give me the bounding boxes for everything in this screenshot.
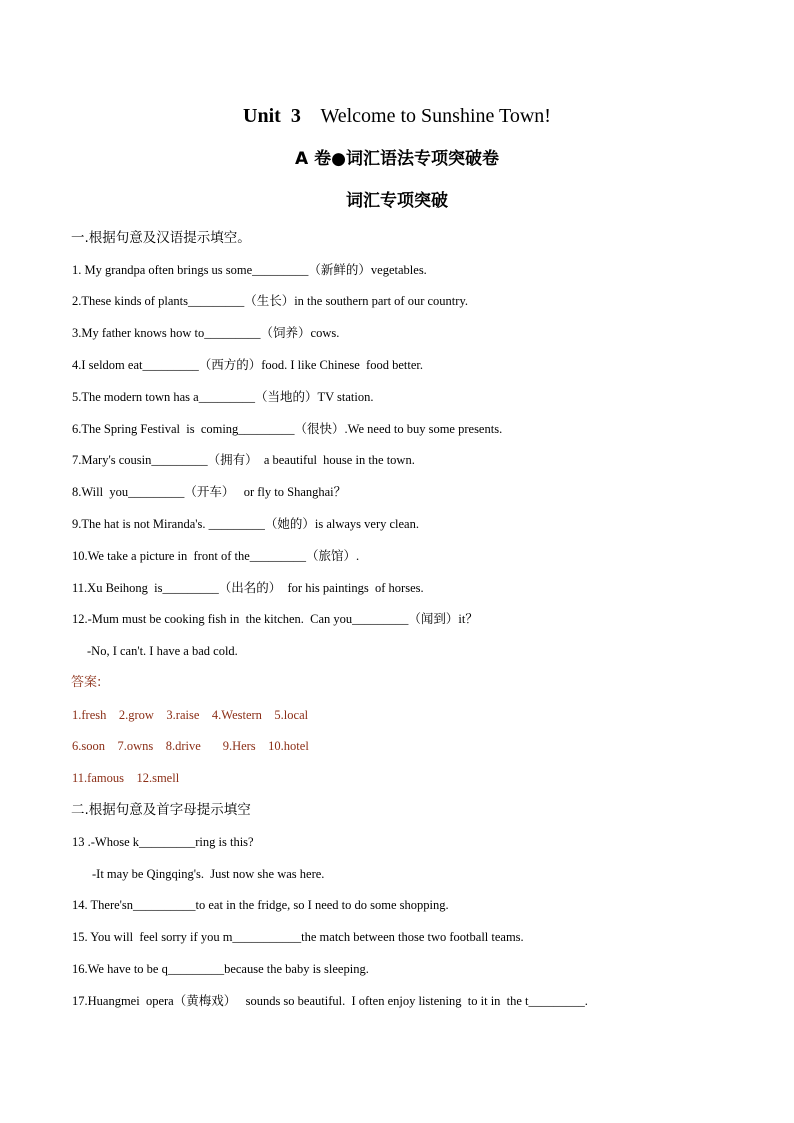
answer-row: 11.famous 12.smell: [72, 771, 180, 785]
question-17: 17.Huangmei opera（黄梅戏） sounds so beautiful. I often enjoy listening to it in the t_________.: [72, 994, 588, 1008]
question-11: 11.Xu Beihong is_________（出名的） for his paintings of horses.: [72, 581, 424, 595]
unit-name: Welcome to Sunshine Town!: [320, 105, 551, 127]
question-7: 7.Mary's cousin_________（拥有） a beautiful house in the town.: [72, 453, 415, 467]
question-13-reply: -It may be Qingqing's. Just now she was here.: [92, 867, 325, 881]
question-3: 3.My father knows how to_________（饲养）cows.: [72, 326, 340, 340]
answers-label: 答案:: [71, 675, 102, 690]
section-subtitle: 词汇专项突破: [346, 191, 448, 211]
question-8: 8.Will you_________（开车） or fly to Shanghai？: [72, 485, 347, 499]
question-15: 15. You will feel sorry if you m___________the match between those two football teams.: [72, 930, 524, 944]
question-1: 1. My grandpa often brings us some_________（新鲜的）vegetables.: [72, 263, 427, 277]
section-1-heading: 一.根据句意及汉语提示填空。: [71, 230, 251, 246]
paper-subtitle: A 卷●词汇语法专项突破卷: [295, 149, 499, 169]
question-12-reply: -No, I can't. I have a bad cold.: [87, 644, 238, 658]
question-14: 14. There'sn__________to eat in the fridge, so I need to do some shopping.: [72, 898, 449, 912]
question-5: 5.The modern town has a_________（当地的）TV station.: [72, 390, 374, 404]
question-13: 13 .-Whose k_________ring is this?: [72, 835, 254, 849]
question-10: 10.We take a picture in front of the_________（旅馆）.: [72, 549, 360, 563]
unit-number: Unit 3: [243, 105, 301, 127]
question-12: 12.-Mum must be cooking fish in the kitchen. Can you_________（闻到）it？: [72, 612, 478, 626]
page-title: [0, 103, 794, 129]
question-4: 4.I seldom eat_________（西方的）food. I like Chinese food better.: [72, 358, 423, 372]
answer-row: 1.fresh 2.grow 3.raise 4.Western 5.local: [72, 708, 309, 722]
answer-row: 6.soon 7.owns 8.drive 9.Hers 10.hotel: [72, 739, 309, 753]
question-6: 6.The Spring Festival is coming_________（很快）.We need to buy some presents.: [72, 422, 503, 436]
question-16: 16.We have to be q_________because the baby is sleeping.: [72, 962, 369, 976]
question-2: 2.These kinds of plants_________（生长）in the southern part of our country.: [72, 294, 469, 308]
question-9: 9.The hat is not Miranda's. _________（她的）is always very clean.: [72, 517, 419, 531]
section-2-heading: 二.根据句意及首字母提示填空: [71, 802, 251, 818]
